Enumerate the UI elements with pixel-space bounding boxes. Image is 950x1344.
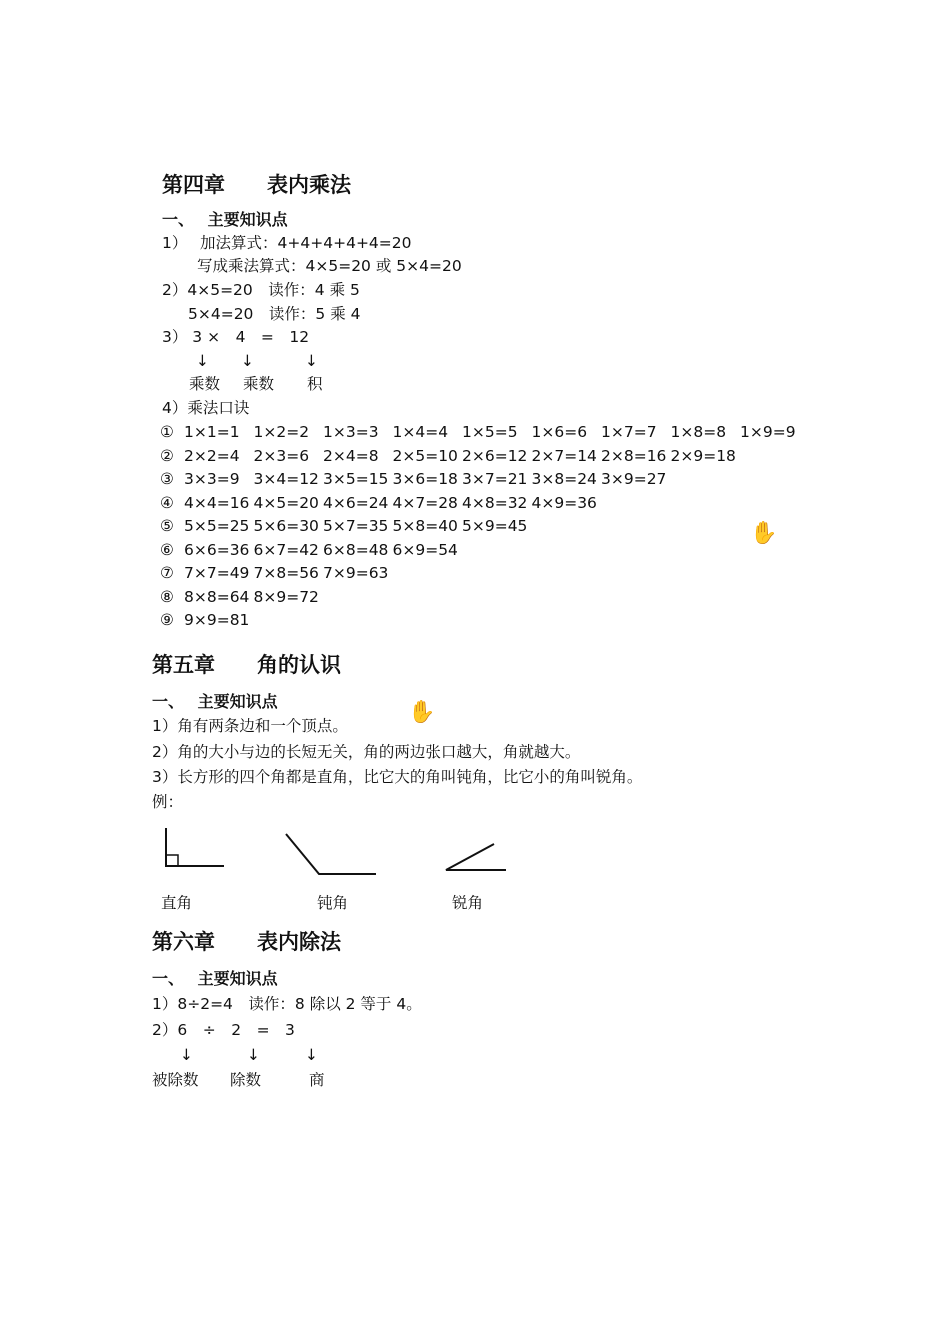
table-cell: 1×5=5 <box>462 423 518 441</box>
ch4-line-1a: 1） 加法算式：4+4+4+4+4=20 <box>162 234 412 252</box>
table-cell: 6×6=36 <box>184 540 250 559</box>
table-cell: 8×8=64 <box>184 587 250 606</box>
table-cell: 4×8=32 <box>462 493 528 512</box>
table-cell: 5×6=30 <box>253 517 319 535</box>
table-cell: 4×6=24 <box>323 493 389 512</box>
table-cell: 4×7=28 <box>392 493 458 512</box>
table-cell: 7×9=63 <box>323 564 389 582</box>
term-multiplier-1: 乘数 <box>189 375 221 393</box>
table-cell: 1×2=2 <box>253 423 310 441</box>
table-cell: 7×8=56 <box>253 564 319 582</box>
acute-angle-diagram <box>442 840 512 876</box>
term-quotient: 商 <box>309 1071 325 1089</box>
obtuse-angle-diagram <box>282 830 382 878</box>
table-cell: 5×5=25 <box>184 517 250 535</box>
table-cell: 9×9=81 <box>184 611 250 629</box>
ch5-line-3: 3）长方形的四个角都是直角，比它大的角叫钝角，比它小的角叫锐角。 <box>152 768 643 786</box>
table-cell: 3×7=21 <box>462 470 528 488</box>
chapter5-title: 第五章 角的认识 <box>152 652 341 677</box>
ch4-line-1b: 写成乘法算式：4×5=20 或 5×4=20 <box>197 257 462 275</box>
term-divisor: 除数 <box>230 1071 262 1089</box>
table-cell: 6×9=54 <box>392 540 458 559</box>
table-cell: 2×2=4 <box>184 446 240 465</box>
table-cell: 2×6=12 <box>462 446 528 465</box>
table-cell: 3×8=24 <box>531 470 597 488</box>
table-cell: 4×4=16 <box>184 493 250 512</box>
table-cell: 1×7=7 <box>601 423 657 441</box>
table-cell: 2×4=8 <box>323 446 379 465</box>
row-number-mark: ⑨ <box>160 611 174 629</box>
ch4-line-2b: 5×4=20 读作：5 乘 4 <box>188 305 361 323</box>
term-dividend: 被除数 <box>152 1071 199 1089</box>
chapter6-title: 第六章 表内除法 <box>152 929 341 954</box>
arrow-down-icon: ↓ <box>180 1046 193 1064</box>
table-cell: 2×9=18 <box>670 446 736 465</box>
right-angle-diagram <box>160 826 230 871</box>
ch6-line-1: 1）8÷2=4 读作：8 除以 2 等于 4。 <box>152 995 422 1013</box>
hand-cursor-icon: ✋ <box>408 700 436 725</box>
hand-cursor-icon: ✋ <box>750 521 778 546</box>
table-cell: 4×9=36 <box>531 493 597 512</box>
table-cell: 5×8=40 <box>392 517 458 535</box>
table-cell: 4×5=20 <box>253 493 319 512</box>
table-cell: 3×5=15 <box>323 470 389 488</box>
table-cell: 8×9=72 <box>253 587 319 606</box>
chapter6-section-heading: 一、 主要知识点 <box>152 969 278 988</box>
table-cell: 2×3=6 <box>253 446 310 465</box>
table-cell: 1×8=8 <box>670 423 727 441</box>
table-cell: 7×7=49 <box>184 564 250 582</box>
arrow-down-icon: ↓ <box>305 1046 318 1064</box>
chapter4-title: 第四章 表内乘法 <box>162 172 351 197</box>
table-cell: 3×4=12 <box>253 470 319 488</box>
row-number-mark: ⑦ <box>160 564 174 582</box>
label-acute-angle: 锐角 <box>452 894 484 912</box>
arrow-down-icon: ↓ <box>305 352 318 370</box>
row-number-mark: ④ <box>160 493 174 512</box>
table-cell: 2×8=16 <box>601 446 667 465</box>
table-cell: 1×1=1 <box>184 423 240 441</box>
label-obtuse-angle: 钝角 <box>317 894 349 912</box>
ch6-line-2-equation: 2）6 ÷ 2 = 3 <box>152 1021 295 1039</box>
ch5-line-1: 1）角有两条边和一个顶点。 <box>152 717 348 735</box>
label-right-angle: 直角 <box>161 894 193 912</box>
row-number-mark: ② <box>160 446 174 465</box>
row-number-mark: ⑤ <box>160 517 174 535</box>
ch5-example-label: 例： <box>152 793 184 811</box>
table-cell: 1×9=9 <box>740 423 796 441</box>
term-product: 积 <box>307 375 323 393</box>
ch4-line-2a: 2）4×5=20 读作：4 乘 5 <box>162 281 360 299</box>
table-cell: 2×7=14 <box>531 446 597 465</box>
row-number-mark: ① <box>160 423 174 441</box>
chapter4-section-heading: 一、 主要知识点 <box>162 210 288 229</box>
table-cell: 3×3=9 <box>184 470 240 488</box>
table-cell: 1×6=6 <box>531 423 588 441</box>
table-cell: 1×4=4 <box>392 423 449 441</box>
table-cell: 5×9=45 <box>462 517 528 535</box>
ch4-line-4: 4）乘法口诀 <box>162 399 250 417</box>
ch5-line-2: 2）角的大小与边的长短无关，角的两边张口越大，角就越大。 <box>152 743 581 761</box>
table-cell: 2×5=10 <box>392 446 458 465</box>
row-number-mark: ⑥ <box>160 540 174 559</box>
table-cell: 3×9=27 <box>601 470 667 488</box>
term-multiplier-2: 乘数 <box>243 375 275 393</box>
chapter5-section-heading: 一、 主要知识点 <box>152 692 278 711</box>
arrow-down-icon: ↓ <box>196 352 209 370</box>
ch4-line-3-equation: 3） 3 × 4 = 12 <box>162 328 310 346</box>
arrow-down-icon: ↓ <box>247 1046 260 1064</box>
arrow-down-icon: ↓ <box>241 352 254 370</box>
table-cell: 1×3=3 <box>323 423 379 441</box>
table-cell: 5×7=35 <box>323 517 389 535</box>
table-cell: 6×7=42 <box>253 540 319 559</box>
table-cell: 3×6=18 <box>392 470 458 488</box>
table-cell: 6×8=48 <box>323 540 389 559</box>
row-number-mark: ⑧ <box>160 587 174 606</box>
row-number-mark: ③ <box>160 470 174 488</box>
